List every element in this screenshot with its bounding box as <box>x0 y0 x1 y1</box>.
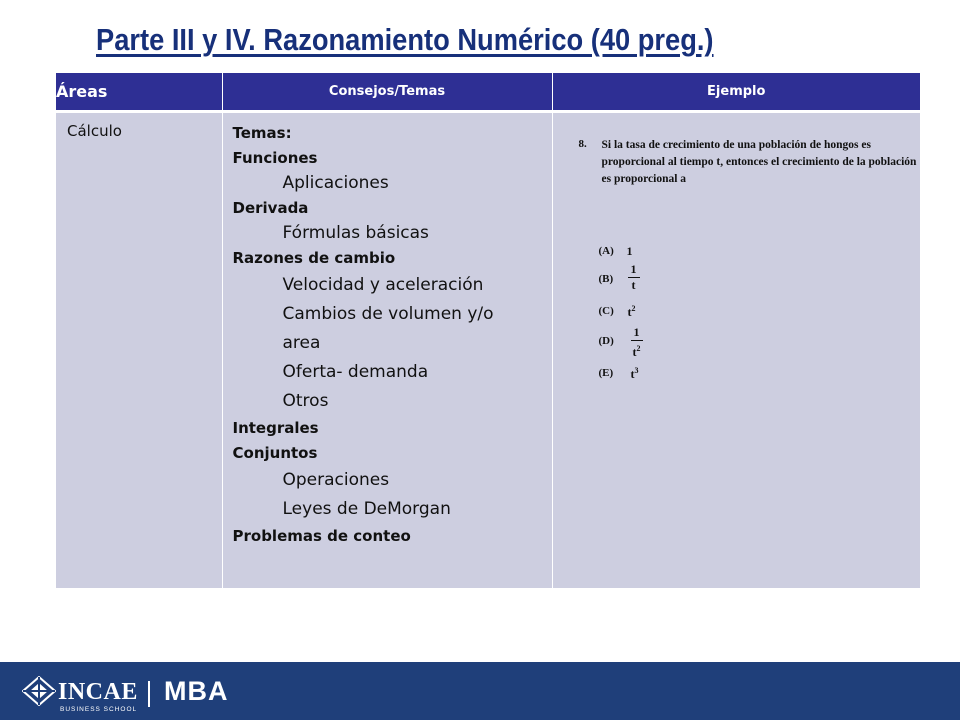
header-areas: Áreas <box>56 73 222 112</box>
option-letter: (A) <box>598 245 614 257</box>
topic-label: Integrales <box>232 419 319 437</box>
topic-sub: Oferta- demanda <box>282 362 429 382</box>
example-cell <box>552 112 920 589</box>
topic-sub: area <box>282 333 321 353</box>
option-answer <box>628 304 636 320</box>
topic-sub: Fórmulas básicas <box>282 223 429 243</box>
option-letter: (B) <box>598 273 614 285</box>
topic-sub: Velocidad y aceleración <box>282 275 484 295</box>
power-exponent: 2 <box>631 304 636 313</box>
power-base: t <box>632 345 637 359</box>
option-letter: (C) <box>598 305 614 317</box>
topic-sub: Aplicaciones <box>282 173 389 193</box>
fraction <box>628 263 640 292</box>
logo-text: INCAE <box>58 679 138 705</box>
table-row <box>56 112 920 589</box>
fraction-denominator <box>631 342 643 359</box>
topic-label: Derivada <box>232 199 309 217</box>
topic-label: Funciones <box>232 149 318 167</box>
fraction-denominator: t <box>631 278 636 292</box>
topics-cell <box>222 112 552 589</box>
fraction-bar <box>631 340 643 341</box>
topic-label: Temas: <box>232 124 292 142</box>
option-letter: (D) <box>598 335 614 347</box>
power-base: t <box>630 367 635 381</box>
footer-bar <box>0 662 960 720</box>
footer-divider <box>148 681 150 707</box>
topic-sub: Otros <box>282 391 329 411</box>
topic-label: Problemas de conteo <box>232 527 411 545</box>
topic-label: Conjuntos <box>232 444 318 462</box>
topic-label: Razones de cambio <box>232 249 396 267</box>
topic-sub: Operaciones <box>282 470 390 490</box>
question-number: 8. <box>578 138 587 150</box>
topics-table <box>56 73 920 588</box>
topics-list <box>223 113 552 549</box>
power-base: t <box>627 305 632 319</box>
header-ejemplo: Ejemplo <box>552 73 920 112</box>
header-row <box>56 73 920 112</box>
fraction-numerator: 1 <box>630 262 637 276</box>
program-label: MBA <box>164 676 229 706</box>
topic-sub: Cambios de volumen y/o <box>282 304 494 324</box>
diamond-logo-icon <box>22 676 56 706</box>
option-answer: 1 <box>626 244 633 258</box>
area-cell: Cálculo <box>56 112 222 589</box>
question-text: Si la tasa de crecimiento de una población de hongos es proporcional al tiempo t, entonces el crecimiento de la población es proporcional a <box>601 139 917 185</box>
slide-title: Parte III y IV. Razonamiento Numérico (40 preg.) <box>96 22 714 57</box>
topic-sub: Leyes de DeMorgan <box>282 499 451 519</box>
header-consejos: Consejos/Temas <box>222 73 552 112</box>
option-answer <box>631 366 639 382</box>
power-exponent: 2 <box>636 344 641 353</box>
power-exponent: 3 <box>634 366 639 375</box>
fraction <box>631 326 643 359</box>
logo-subtext: BUSINESS SCHOOL <box>60 706 138 713</box>
option-letter: (E) <box>598 367 614 379</box>
fraction-numerator: 1 <box>633 325 640 339</box>
example-question <box>553 113 921 579</box>
